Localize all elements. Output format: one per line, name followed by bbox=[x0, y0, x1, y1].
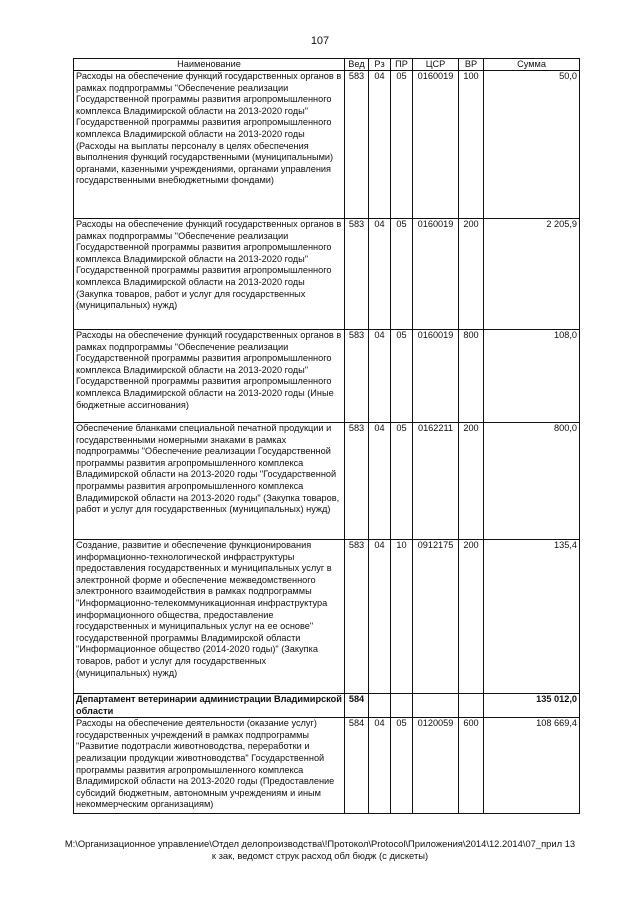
row-rz bbox=[369, 694, 391, 718]
row-sum: 2 205,9 bbox=[484, 219, 580, 330]
row-vr: 100 bbox=[459, 71, 484, 219]
row-vr: 200 bbox=[459, 540, 484, 694]
table-row bbox=[74, 423, 580, 540]
row-vr: 200 bbox=[459, 219, 484, 330]
row-rz: 04 bbox=[369, 219, 391, 330]
row-rz: 04 bbox=[369, 330, 391, 423]
row-vr: 200 bbox=[459, 423, 484, 540]
row-rz: 04 bbox=[369, 71, 391, 219]
header-vr: ВР bbox=[459, 59, 484, 71]
row-csr bbox=[413, 694, 459, 718]
table-row-department bbox=[74, 694, 580, 718]
table-row bbox=[74, 718, 580, 814]
header-rz: Рз bbox=[369, 59, 391, 71]
header-ved: Вед bbox=[345, 59, 369, 71]
row-pr: 05 bbox=[391, 423, 413, 540]
row-ved: 583 bbox=[345, 71, 369, 219]
row-pr: 05 bbox=[391, 219, 413, 330]
row-csr: 0912175 bbox=[413, 540, 459, 694]
footer-file-path bbox=[0, 838, 640, 862]
row-ved: 583 bbox=[345, 423, 369, 540]
row-sum: 135 012,0 bbox=[484, 694, 580, 718]
row-ved: 583 bbox=[345, 219, 369, 330]
row-ved: 583 bbox=[345, 540, 369, 694]
row-ved: 584 bbox=[345, 694, 369, 718]
row-vr: 600 bbox=[459, 718, 484, 814]
row-sum: 800,0 bbox=[484, 423, 580, 540]
row-csr: 0162211 bbox=[413, 423, 459, 540]
budget-table bbox=[73, 58, 580, 814]
row-vr: 800 bbox=[459, 330, 484, 423]
page-number: 107 bbox=[310, 35, 330, 47]
table-row bbox=[74, 71, 580, 219]
row-ved: 584 bbox=[345, 718, 369, 814]
row-csr: 0160019 bbox=[413, 330, 459, 423]
row-rz: 04 bbox=[369, 423, 391, 540]
header-name: Наименование bbox=[74, 59, 345, 71]
row-pr: 10 bbox=[391, 540, 413, 694]
row-name: Создание, развитие и обеспечение функционирования информационно-технологической инфраструктуры предоставления государственных и муниципальных услуг в электронной форме и обеспечение межведомственного электронного взаимодействия в рамках подпрограммы "Информационно-телекоммуникационная инфраструктура информационного общества, предоставление государственных и муниципальных услуг на ее основе" государственной программы Владимирской области "Информационное общество (2014-2020 годы)" (Закупка товаров, работ и услуг для государственных (муниципальных) нужд) bbox=[74, 540, 345, 694]
row-ved: 583 bbox=[345, 330, 369, 423]
row-name: Обеспечение бланками специальной печатной продукции и государственными номерными знаками в рамках подпрограммы "Обеспечение реализации Государственной программы развития агропромышленного комплекса Владимирской области на 2013-2020 годы "Государственной программы развития агропромышленного комплекса Владимирской области на 2013-2020 годы" (Закупка товаров, работ и услуг для государственных (муниципальных) нужд) bbox=[74, 423, 345, 540]
row-name: Расходы на обеспечение функций государственных органов в рамках подпрограммы "Обеспечение реализации Государственной программы развития агропромышленного комплекса Владимирской области на 2013-2020 годы" Государственной программы развития агропромышленного комплекса Владимирской области на 2013-2020 годы (Иные бюджетные ассигнования) bbox=[74, 330, 345, 423]
row-pr bbox=[391, 694, 413, 718]
row-csr: 0120059 bbox=[413, 718, 459, 814]
row-sum: 50,0 bbox=[484, 71, 580, 219]
row-name: Расходы на обеспечение деятельности (оказание услуг) государственных учреждений в рамках подпрограммы "Развитие подотрасли животноводства, переработки и реализации продукции животноводства" Государственной программы развития агропромышленного комплекса Владимирской области на 2013-2020 годы (Предоставление субсидий бюджетным, автономным учреждениям и иным некоммерческим организациям) bbox=[74, 718, 345, 814]
row-sum: 108 669,4 bbox=[484, 718, 580, 814]
header-csr: ЦСР bbox=[413, 59, 459, 71]
header-sum: Сумма bbox=[484, 59, 580, 71]
row-name: Департамент ветеринарии администрации Владимирской области bbox=[74, 694, 345, 718]
row-rz: 04 bbox=[369, 540, 391, 694]
row-vr bbox=[459, 694, 484, 718]
row-csr: 0160019 bbox=[413, 71, 459, 219]
row-pr: 05 bbox=[391, 718, 413, 814]
footer-line-2: к зак, ведомст струк расход обл бюдж (с дискеты) bbox=[211, 850, 429, 861]
row-csr: 0160019 bbox=[413, 219, 459, 330]
footer-line-1: M:\Организационное управление\Отдел делопроизводства\!Протокол\Protocol\Приложения\2014\12.2014\07_прил 13 bbox=[64, 838, 576, 849]
row-name: Расходы на обеспечение функций государственных органов в рамках подпрограммы "Обеспечение реализации Государственной программы развития агропромышленного комплекса Владимирской области на 2013-2020 годы" Государственной программы развития агропромышленного комплекса Владимирской области на 2013-2020 годы (Закупка товаров, работ и услуг для государственных (муниципальных) нужд) bbox=[74, 219, 345, 330]
row-pr: 05 bbox=[391, 330, 413, 423]
row-pr: 05 bbox=[391, 71, 413, 219]
table-row bbox=[74, 330, 580, 423]
row-sum: 108,0 bbox=[484, 330, 580, 423]
row-sum: 135,4 bbox=[484, 540, 580, 694]
table-row bbox=[74, 540, 580, 694]
table-header-row bbox=[74, 59, 580, 71]
row-rz: 04 bbox=[369, 718, 391, 814]
row-name: Расходы на обеспечение функций государственных органов в рамках подпрограммы "Обеспечение реализации Государственной программы развития агропромышленного комплекса Владимирской области на 2013-2020 годы" Государственной программы развития агропромышленного комплекса Владимирской области на 2013-2020 годы (Расходы на выплаты персоналу в целях обеспечения выполнения функций государственными (муниципальными) органами, казенными учреждениями, органами управления государственными внебюджетными фондами) bbox=[74, 71, 345, 219]
table-row bbox=[74, 219, 580, 330]
header-pr: ПР bbox=[391, 59, 413, 71]
